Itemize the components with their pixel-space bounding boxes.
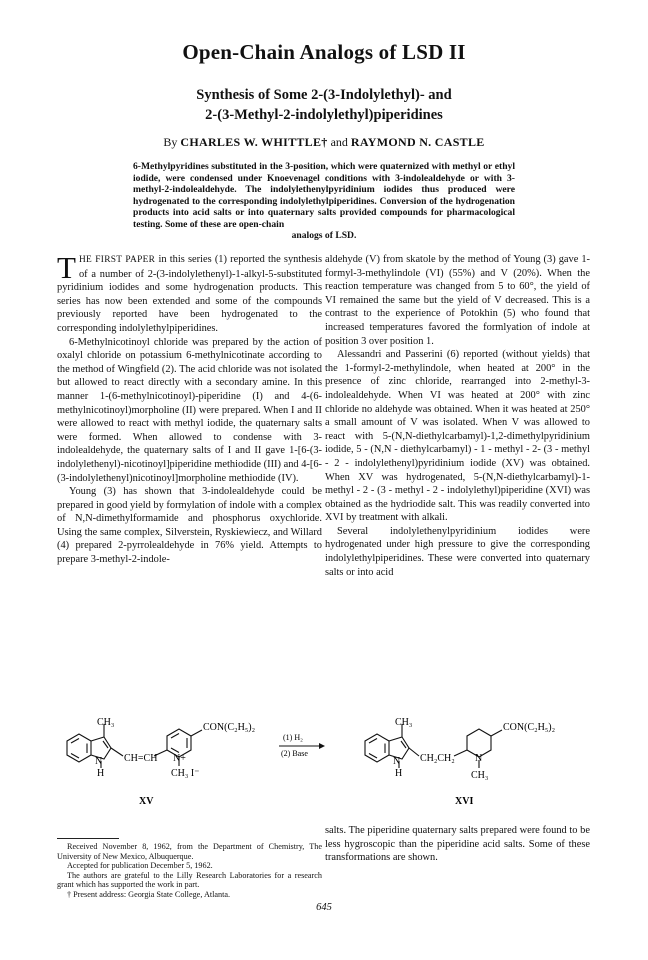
author-2: RAYMOND N. CASTLE bbox=[350, 135, 485, 149]
methyl-label-xv: CH₃ bbox=[97, 717, 115, 728]
ethyl-bond bbox=[409, 748, 419, 756]
footnote-received: Received November 8, 1962, from the Department of Chemistry, The University of New Mexico, Albuquerque. bbox=[57, 842, 322, 861]
methyl-iodide-label: CH₃ I⁻ bbox=[171, 768, 200, 779]
article-subtitle bbox=[0, 85, 648, 125]
abstract-last-line: analogs of LSD. bbox=[291, 230, 357, 241]
abstract-text: 6-Methylpyridines substituted in the 3-position, which were quaternized with methyl or ethyl iodide, were condensed under Knoevenagel conditions with 3-indolealdehyde or with 3-methyl-2-indolealdehyde. The indolylethenylpyridinium iodides thus produced were hydrogenated to the corresponding indolylethylpiperidines. Conversion of the hydrogenation products into acid salts or into quaternary salts provided compounds for pharmacological testing. Some of these are open-chain bbox=[133, 161, 515, 230]
subtitle-line-2: 2-(3-Methyl-2-indolylethyl)piperidines bbox=[205, 107, 443, 123]
double-bond bbox=[71, 754, 79, 759]
ethyl-label: CH₂CH₂ bbox=[420, 753, 455, 764]
ethyl-bond bbox=[454, 750, 467, 756]
byline-and: and bbox=[330, 135, 348, 149]
footnote-present-address: † Present address: Georgia State College, Atlanta. bbox=[67, 889, 231, 899]
footnote-thanks: The authors are grateful to the Lilly Research Laboratories for a research grant which has supported the work in part. bbox=[57, 870, 322, 890]
intro-paragraph bbox=[57, 250, 322, 336]
footnotes bbox=[57, 838, 322, 900]
compound-label-xv: XV bbox=[139, 796, 154, 807]
vinyl-label: CH=CH bbox=[124, 753, 158, 764]
double-bond bbox=[369, 739, 377, 744]
pyridinium-n-label: N+ bbox=[173, 753, 186, 764]
double-bond bbox=[369, 754, 377, 759]
piperidine-n-label: N bbox=[475, 753, 483, 764]
small-caps-lead: HE FIRST PAPER bbox=[78, 255, 156, 265]
step-1-label: (1) H₂ bbox=[283, 733, 303, 742]
lower-right-paragraph: salts. The piperidine quaternary salts prepared were found to be less hygroscopic than the piperidine acid salts. Some of these transformations are shown. bbox=[325, 825, 590, 864]
paragraph-young: Young (3) has shown that 3-indolealdehyde could be prepared in good yield by formylation of indole with a complex of N,N-dimethylformamide and phosphorus oxychloride. Using the same complex, Silverstein, Ryskiewiecz, and Willard (4) prepared 2-pyrrolealdehyde in 76% yield. Attempts to prepare 3-methyl-2-indole- bbox=[57, 486, 322, 566]
amide-label-xvi: CON(C₂H₅)₂ bbox=[503, 722, 556, 733]
methyl-label-xvi: CH₃ bbox=[395, 717, 413, 728]
paragraph-hydrogenation: Several indolylethenylpyridinium iodides were hydrogenated under high pressure to give the corresponding indolylethylpiperidines. These were converted into quaternary salts or into acid bbox=[325, 525, 590, 578]
step-2-label: (2) Base bbox=[281, 749, 308, 758]
left-column bbox=[57, 250, 322, 567]
vinyl-bond bbox=[111, 748, 123, 756]
piperidine-methyl-label: CH₃ bbox=[471, 770, 489, 781]
subtitle-line-1: Synthesis of Some 2-(3-Indolylethyl)- and bbox=[196, 87, 452, 103]
indole-h-label-xv: H bbox=[97, 768, 105, 779]
paragraph-aldehyde: aldehyde (V) from skatole by the method of Young (3) gave 1-formyl-3-methylindole (VI) (55%) and V (20%). When the reaction temperature was changed from 5 to 60°, the yield of VI remained the same but the yield of V decreased. This is a contrast to the experience of Potokhin (5) who found that increased temperatures favored the formlyation of indole at position 3 over position 1. bbox=[325, 254, 590, 347]
compound-label-xvi: XVI bbox=[455, 796, 474, 807]
byline bbox=[0, 135, 648, 150]
intro-text: in this series (1) reported the synthesis of a number of 2-(3-indolylethenyl)-1-alkyl-5-substituted pyridinium iodides and some hydrogenation products. This series has now been extended and some of the compounds previously reported have been hydrogenated to the corresponding indolylethylpiperidines. bbox=[57, 254, 322, 334]
right-column bbox=[325, 253, 590, 579]
amide-bond bbox=[191, 730, 202, 736]
paragraph-nicotinoyl: 6-Methylnicotinoyl chloride was prepared by the action of oxalyl chloride on potassium 6-methylnicotinate according to the method of Wingfield (2). The acid chloride was not isolated but allowed to react directly with a secondary amine. In this manner 1-(6-methylnicotinoyl)-piperidine (I) and 4-(6-methylnicotinoyl)morpholine (II) were prepared. When I and II were allowed to react with methyl iodide, the quaternary salts were formed. When allowed to condense with 3-indolealdehyde, the quaternary salts of I and II gave 1-[6-(3-indolylethenyl)-nicotinoyl]piperidine methiodide (III) and 4-[6-(3-indolylethenyl)nicotinoyl]morpholine methiodide (IV). bbox=[57, 336, 322, 484]
paragraph-alessandri: Alessandri and Passerini (6) reported (without yields) that the 1-formyl-2-methylindole, when heated at 200° in the presence of zinc chloride, rearranged into 2-methyl-3-indolealdehyde. When VI was heated at 200° with zinc chloride no aldehyde was obtained. When it was heated at 250° a small amount of V was isolated. When V was allowed to react with 5-(N,N-diethylcarbamyl)-1,2-dimethylpyridinium iodide, 5 - (N,N - diethylcarbamyl) - 1 - methyl - 2- (3 - methyl - 2 - indolylethenyl)pyridinium iodide (XV) was obtained. When XV was hydrogenated, 5-(N,N-diethylcarbamyl)-1- methyl - 2 - (3 - methyl - 2 - indolylethyl)piperidine (XVI) was obtained as the hydriodide salt. This was readily converted into XVI by treatment with alkali. bbox=[325, 349, 590, 524]
double-bond bbox=[171, 734, 179, 739]
indole-h-label-xvi: H bbox=[395, 768, 403, 779]
amide-label-xv: CON(C₂H₅)₂ bbox=[203, 722, 256, 733]
article-title: Open-Chain Analogs of LSD II bbox=[182, 40, 466, 64]
indole-n-label-xv: N bbox=[95, 756, 103, 767]
indole-n-label-xvi: N bbox=[393, 756, 401, 767]
byline-by: By bbox=[163, 135, 178, 149]
amide-bond bbox=[491, 730, 502, 736]
arrow-head-icon bbox=[319, 743, 325, 749]
double-bond bbox=[71, 739, 79, 744]
page-number: 645 bbox=[316, 902, 332, 913]
abstract bbox=[133, 161, 515, 242]
footnote-rule bbox=[57, 838, 119, 839]
double-bond bbox=[171, 748, 179, 753]
footnote-accepted: Accepted for publication December 5, 1962. bbox=[67, 861, 213, 871]
drop-cap: T bbox=[57, 250, 76, 285]
reaction-scheme bbox=[57, 716, 592, 816]
author-1: CHARLES W. WHITTLE† bbox=[180, 135, 328, 149]
